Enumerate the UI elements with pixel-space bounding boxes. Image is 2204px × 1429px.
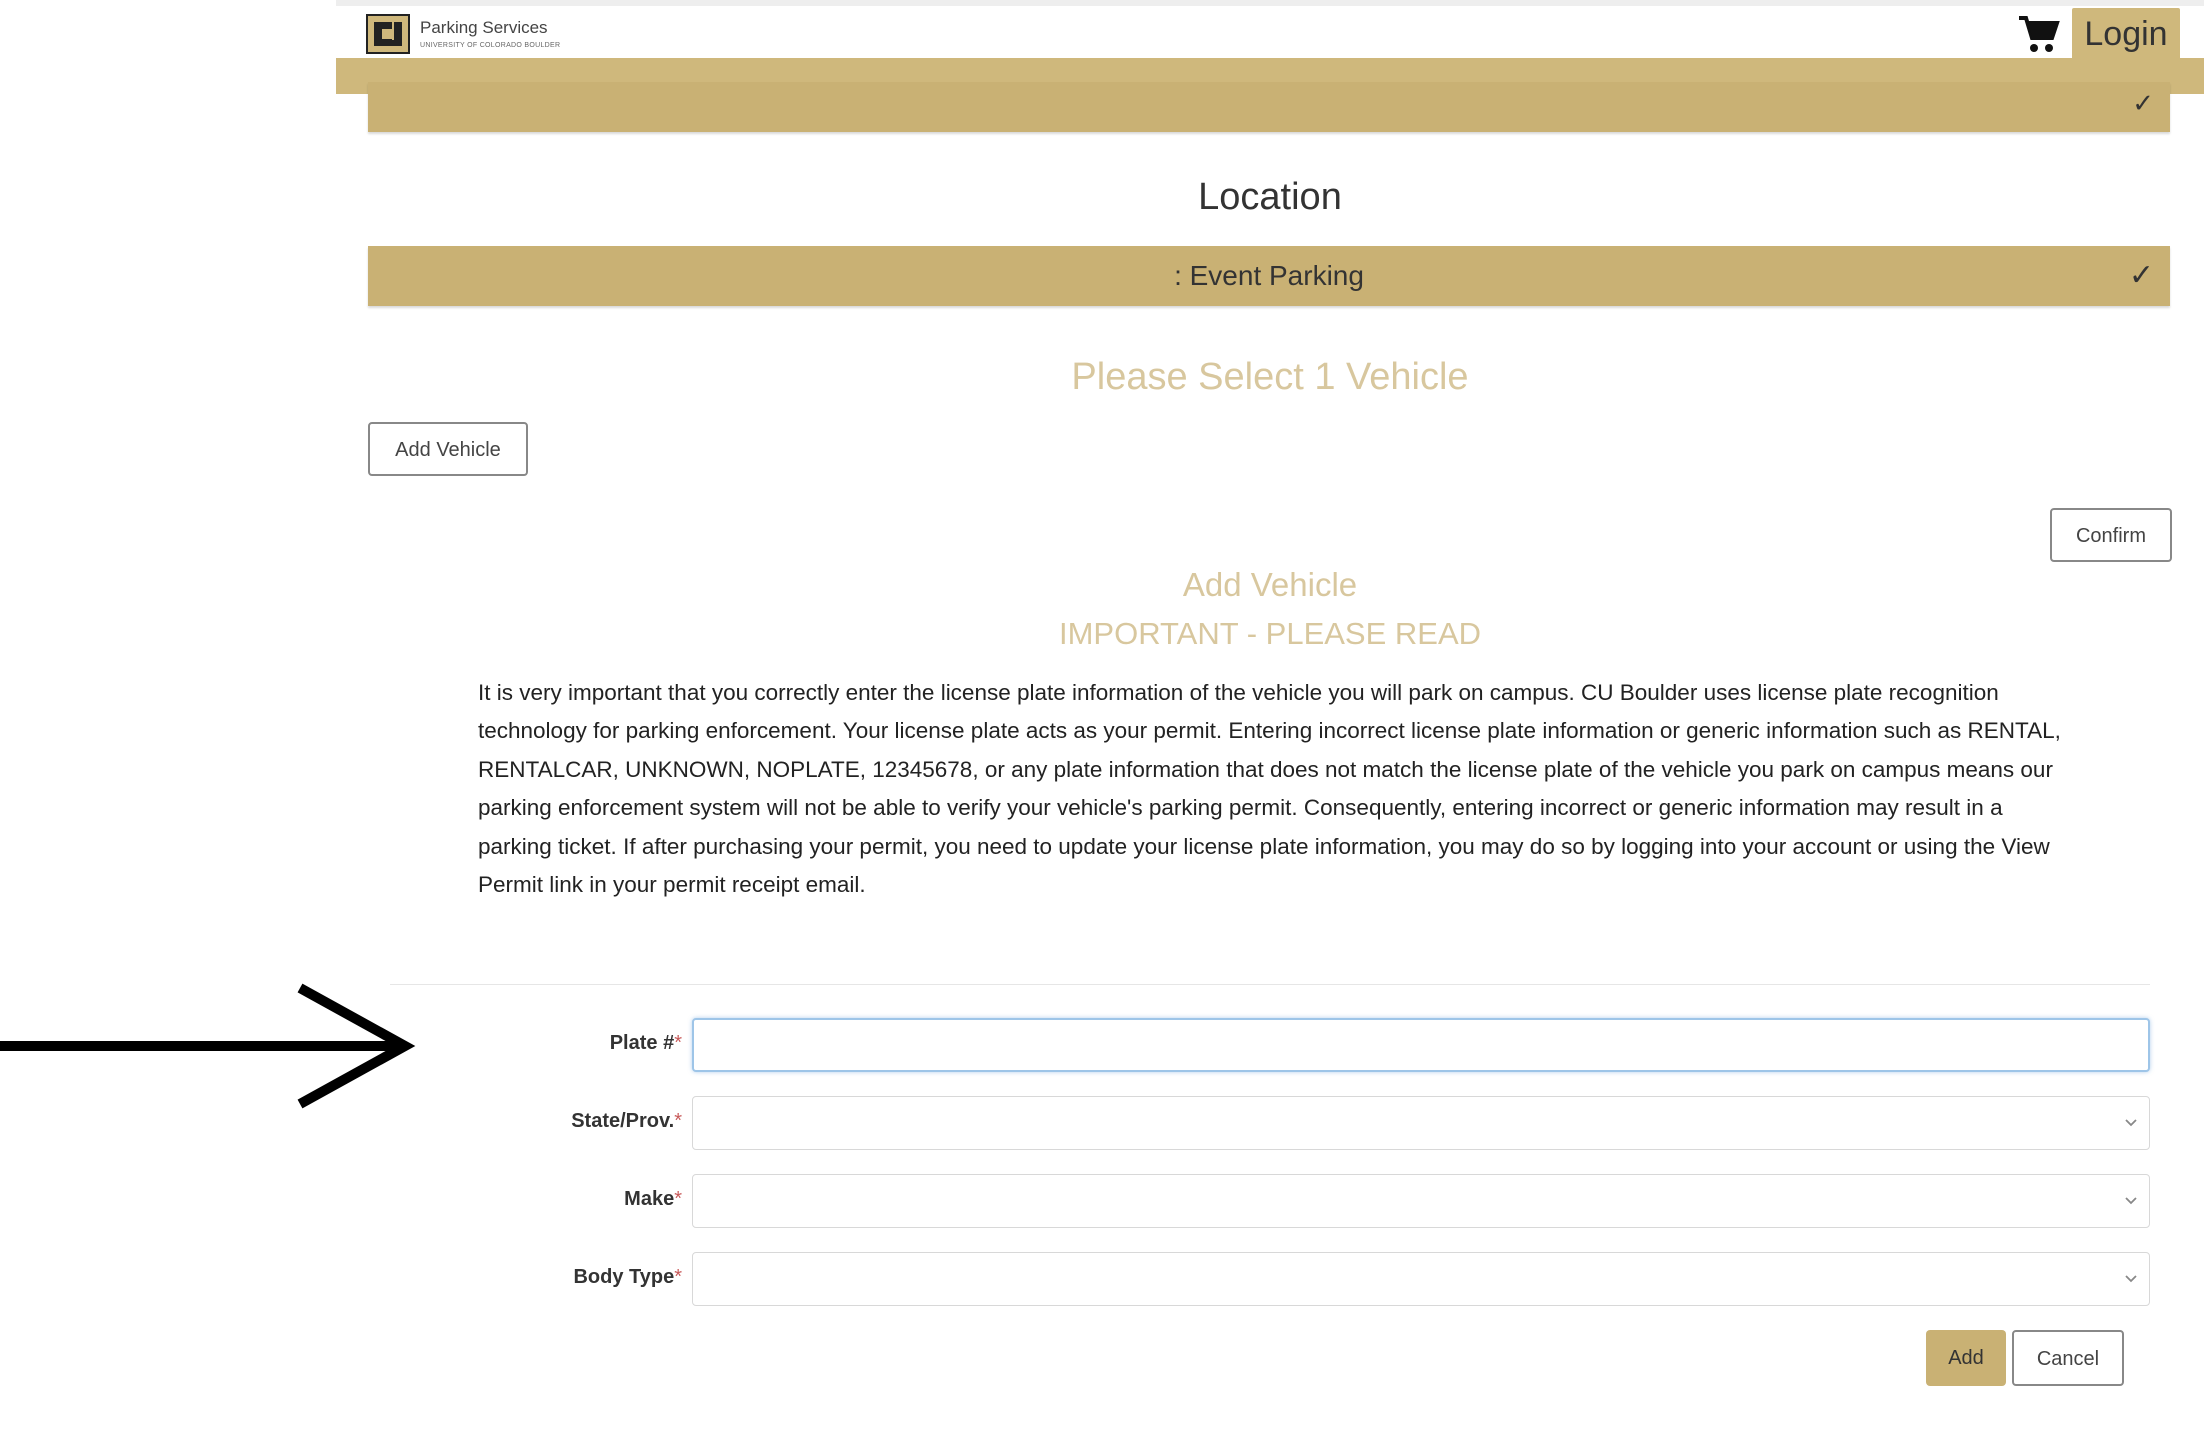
plate-input-wrapper: [692, 1018, 2150, 1072]
state-row: [440, 1096, 2150, 1150]
make-row: [440, 1174, 2150, 1228]
form-divider: [390, 984, 2150, 985]
logo-subtitle: UNIVERSITY OF COLORADO BOULDER: [420, 42, 561, 49]
cu-logo-icon: [366, 14, 410, 54]
add-vehicle-heading: Add Vehicle: [1182, 566, 1358, 603]
confirm-button[interactable]: Confirm: [2050, 508, 2172, 562]
chevron-down-icon: [2123, 1269, 2139, 1289]
body-type-select[interactable]: [692, 1252, 2150, 1306]
event-parking-step-bar[interactable]: [368, 246, 2170, 306]
body-type-row: [440, 1252, 2150, 1306]
top-header: [336, 0, 2204, 58]
plate-row: [440, 1018, 2150, 1072]
location-title: Location: [1198, 176, 1342, 218]
parking-services-logo[interactable]: [366, 14, 560, 54]
chevron-down-icon: [2123, 1113, 2139, 1133]
check-icon: ✓: [2128, 259, 2154, 292]
cart-icon[interactable]: [2016, 12, 2062, 56]
add-button[interactable]: Add: [1926, 1330, 2006, 1386]
body-type-label: Body Type*: [573, 1266, 682, 1288]
make-label: Make*: [624, 1188, 682, 1210]
plate-label: Plate #*: [609, 1032, 682, 1054]
make-select[interactable]: [692, 1174, 2150, 1228]
important-heading: IMPORTANT - PLEASE READ: [1058, 616, 1482, 651]
plate-input[interactable]: [694, 1020, 2148, 1070]
state-select[interactable]: [692, 1096, 2150, 1150]
cancel-button[interactable]: Cancel: [2012, 1330, 2124, 1386]
check-icon: ✓: [2132, 88, 2154, 118]
state-label: State/Prov.*: [571, 1110, 682, 1132]
chevron-down-icon: [2123, 1191, 2139, 1211]
login-button[interactable]: Login: [2072, 8, 2180, 60]
event-parking-label: : Event Parking: [1174, 260, 1364, 291]
completed-step-bar[interactable]: [368, 82, 2170, 132]
add-vehicle-button[interactable]: Add Vehicle: [368, 422, 528, 476]
arrow-right-icon: [0, 980, 420, 1112]
license-plate-notice: It is very important that you correctly enter the license plate information of the vehicle you will park on campus. CU Boulder uses license plate recognition technology for parking enforcement. Your license plate acts as your permit. Entering incorrect license plate information or generic information such as RENTAL, RENTALCAR, UNKNOWN, NOPLATE, 12345678, or any plate information that does not match the license plate of the vehicle you park on campus means our parking enforcement system will not be able to verify your vehicle's parking permit. Consequently, entering incorrect or generic information may result in a parking ticket. If after purchasing your permit, you need to update your license plate information, you may do so by logging into your account or using the View Permit link in your permit receipt email.: [478, 680, 2061, 898]
select-vehicle-heading: Please Select 1 Vehicle: [1071, 356, 1469, 398]
logo-title: Parking Services: [420, 18, 548, 37]
